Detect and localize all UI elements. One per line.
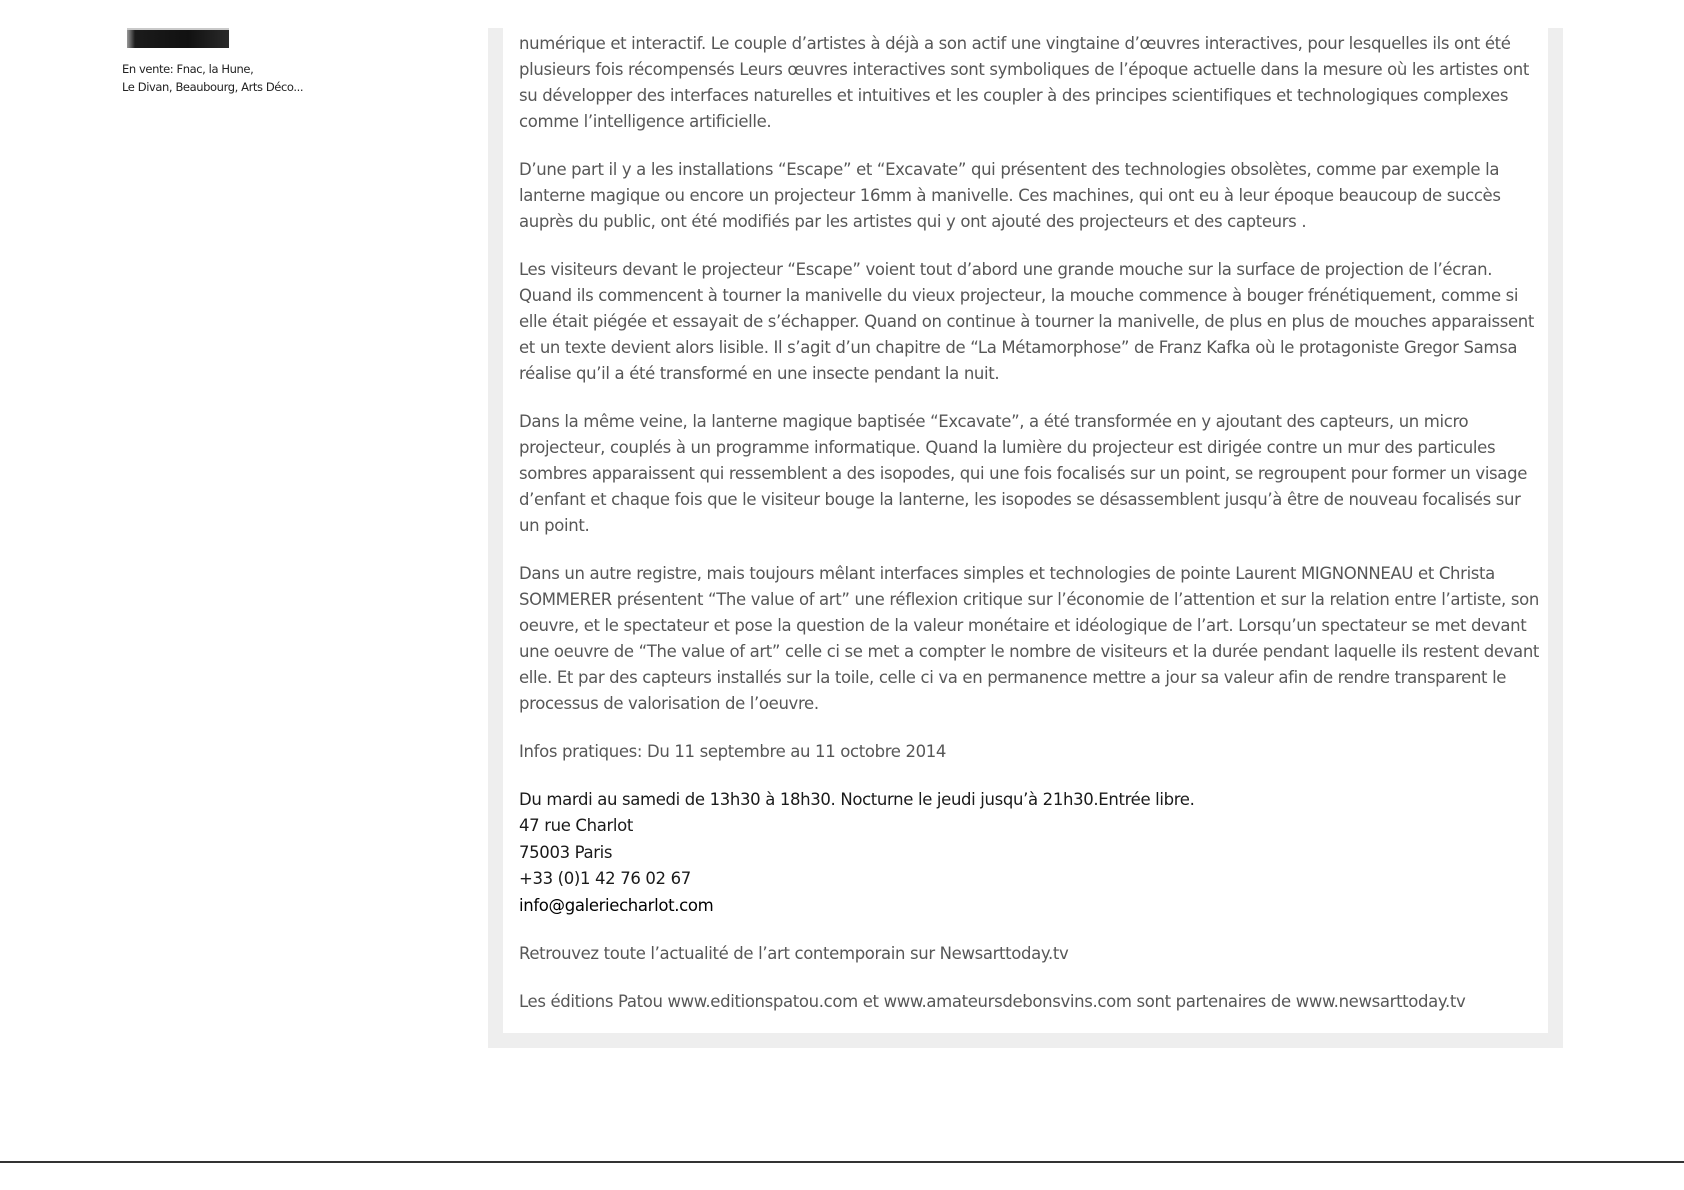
article-paragraph: Dans la même veine, la lanterne magique baptisée “Excavate”, a été transformée en y ajoutant des capteurs, un micro projecteur, couplés à un programme informatique. Quand la lumière du projecteur est dirigée contre un mur des particules sombres apparaissent qui ressemblent a des isopodes, qui une fois focalisés sur un point, se regroupent pour former un visage d’enfant et chaque fois que le visiteur bouge la lanterne, les isopodes se désassemblent jusqu’à être de nouveau focalisés sur un point. [519,412,1527,535]
ad-caption-line2: Le Divan, Beaubourg, Arts Déco... [122,80,304,94]
ad-caption [122,60,303,96]
address-street: 47 rue Charlot [519,816,634,836]
article-frame [488,28,1563,1048]
ad-image[interactable] [127,28,229,48]
article-paragraph: Dans un autre registre, mais toujours mêlant interfaces simples et technologies de pointe Laurent MIGNONNEAU et Christa SOMMERER présentent “The value of art” une réflexion critique sur l’économie de l’attention et sur la relation entre l’artiste, son oeuvre, et le spectateur et pose la question de la valeur monétaire et idéologique de l’art. Lorsqu’un spectateur se met devant une oeuvre de “The value of art” celle ci se met a compter le nombre de visiteurs et la durée pendant laquelle ils restent devant elle. Et par des capteurs installés sur la toile, celle ci va en permanence mettre a jour sa valeur afin de rendre transparent le processus de valorisation de l’oeuvre. [519,564,1540,713]
article-paragraph: numérique et interactif. Le couple d’artistes à déjà a son actif une vingtaine d’œuvres interactives, pour lesquelles ils ont été plusieurs fois récompensés Leurs œuvres interactives sont symboliques de l’époque actuelle dans la mesure où les artistes ont su développer des interfaces naturelles et intuitives et les coupler à des principes scientifiques et technologiques complexes comme l’intelligence artificielle. [519,34,1529,131]
footer-divider [0,1161,1684,1163]
gallery-info [519,787,1544,919]
article-card [503,28,1548,1033]
opening-hours: Du mardi au samedi de 13h30 à 18h30. Nocturne le jeudi jusqu’à 21h30.Entrée libre. [519,790,1195,809]
article-paragraph: Les visiteurs devant le projecteur “Escape” voient tout d’abord une grande mouche sur la surface de projection de l’écran. Quand ils commencent à tourner la manivelle du vieux projecteur, la mouche commence à bouger frénétiquement, comme si elle était piégée et essayait de s’échapper. Quand on continue à tourner la manivelle, de plus en plus de mouches apparaissent et un texte devient alors lisible. Il s’agit d’un chapitre de “La Métamorphose” de Franz Kafka où le protagoniste Gregor Samsa réalise qu’il a été transformé en une insecte pendant la nuit. [519,260,1535,383]
address-city: 75003 Paris [519,842,613,862]
practical-info-heading: Infos pratiques: Du 11 septembre au 11 octobre 2014 [519,742,947,761]
phone-number: +33 (0)1 42 76 02 67 [519,869,691,889]
article-body [519,28,1544,1037]
email-link[interactable]: info@galeriecharlot.com [519,895,714,915]
closing-note: Retrouvez toute l’actualité de l’art contemporain sur Newsarttoday.tv [519,944,1069,964]
partners-note: Les éditions Patou www.editionspatou.com et www.amateursdebonsvins.com sont partenaires de www.newsarttoday.tv [519,992,1466,1012]
article-paragraph: D’une part il y a les installations “Escape” et “Excavate” qui présentent des technologies obsolètes, comme par exemple la lanterne magique ou encore un projecteur 16mm à manivelle. Ces machines, qui ont eu à leur époque beaucoup de succès auprès du public, ont été modifiés par les artistes qui y ont ajouté des projecteurs et des capteurs . [519,160,1501,231]
ad-caption-line1: En vente: Fnac, la Hune, [122,62,254,76]
